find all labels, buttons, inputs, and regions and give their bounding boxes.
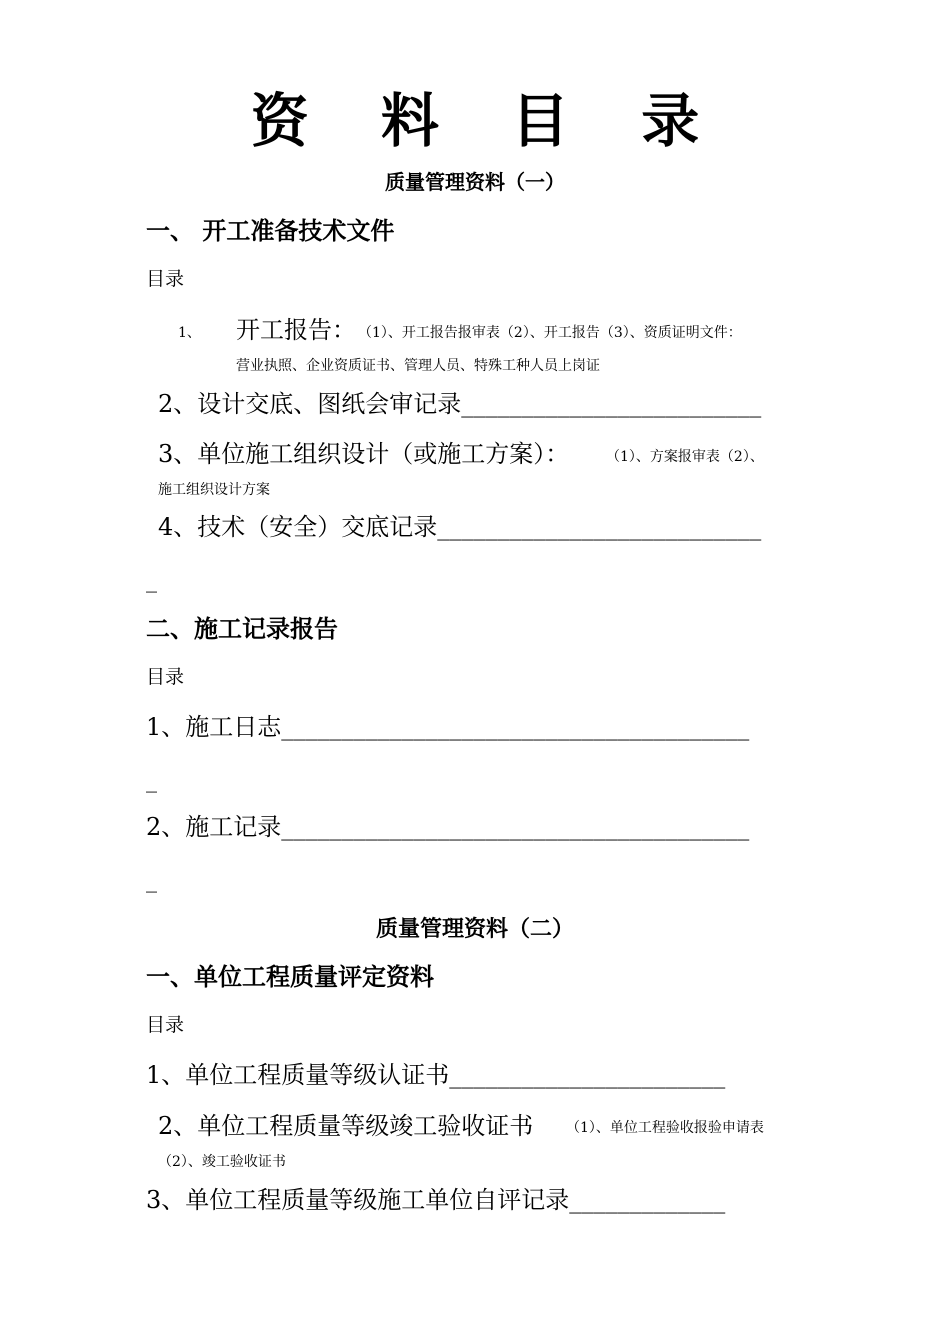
item-title: 开工报告： — [236, 316, 356, 344]
item-detail: （2）、竣工验收证书 — [158, 1154, 286, 1170]
item-detail: 施工组织设计方案 — [158, 482, 270, 498]
toc-label: 目录 — [146, 1014, 185, 1036]
toc-label: 目录 — [146, 268, 185, 290]
toc-item: 3、单位工程质量等级施工单位自评记录_____________ — [146, 1186, 726, 1214]
group-heading: 一、单位工程质量评定资料 — [146, 962, 434, 991]
toc-label: 目录 — [146, 666, 185, 688]
toc-item: 2、施工记录_______________________________________ — [146, 813, 750, 841]
toc-item: 2、设计交底、图纸会审记录_________________________ — [158, 390, 762, 418]
line-continuation: _ — [146, 768, 157, 793]
page-title: 资 料 目 录 — [250, 87, 726, 155]
item-title: 2、单位工程质量等级竣工验收证书 — [158, 1112, 534, 1140]
toc-item: 1、施工日志_______________________________________ — [146, 713, 750, 741]
section-subtitle: 质量管理资料（一） — [385, 170, 565, 194]
toc-item: 4、技术（安全）交底记录___________________________ — [158, 513, 762, 541]
item-detail: （1）、单位工程验收报验申请表 — [566, 1120, 764, 1136]
item-detail: 营业执照、企业资质证书、管理人员、特殊工种人员上岗证 — [236, 358, 600, 374]
item-detail: （1）、方案报审表（2）、 — [606, 449, 764, 465]
group-heading: 一、 开工准备技术文件 — [146, 216, 395, 245]
item-detail: （1）、开工报告报审表（2）、开工报告（3）、资质证明文件： — [358, 325, 742, 341]
toc-item: 1、单位工程质量等级认证书_______________________ — [146, 1061, 726, 1089]
item-title: 3、单位施工组织设计（或施工方案）： — [158, 440, 570, 468]
section-subtitle: 质量管理资料（二） — [375, 916, 574, 942]
item-number: 1、 — [178, 325, 201, 341]
group-heading: 二、施工记录报告 — [146, 614, 338, 643]
line-continuation: _ — [146, 568, 157, 593]
line-continuation: _ — [146, 868, 157, 893]
